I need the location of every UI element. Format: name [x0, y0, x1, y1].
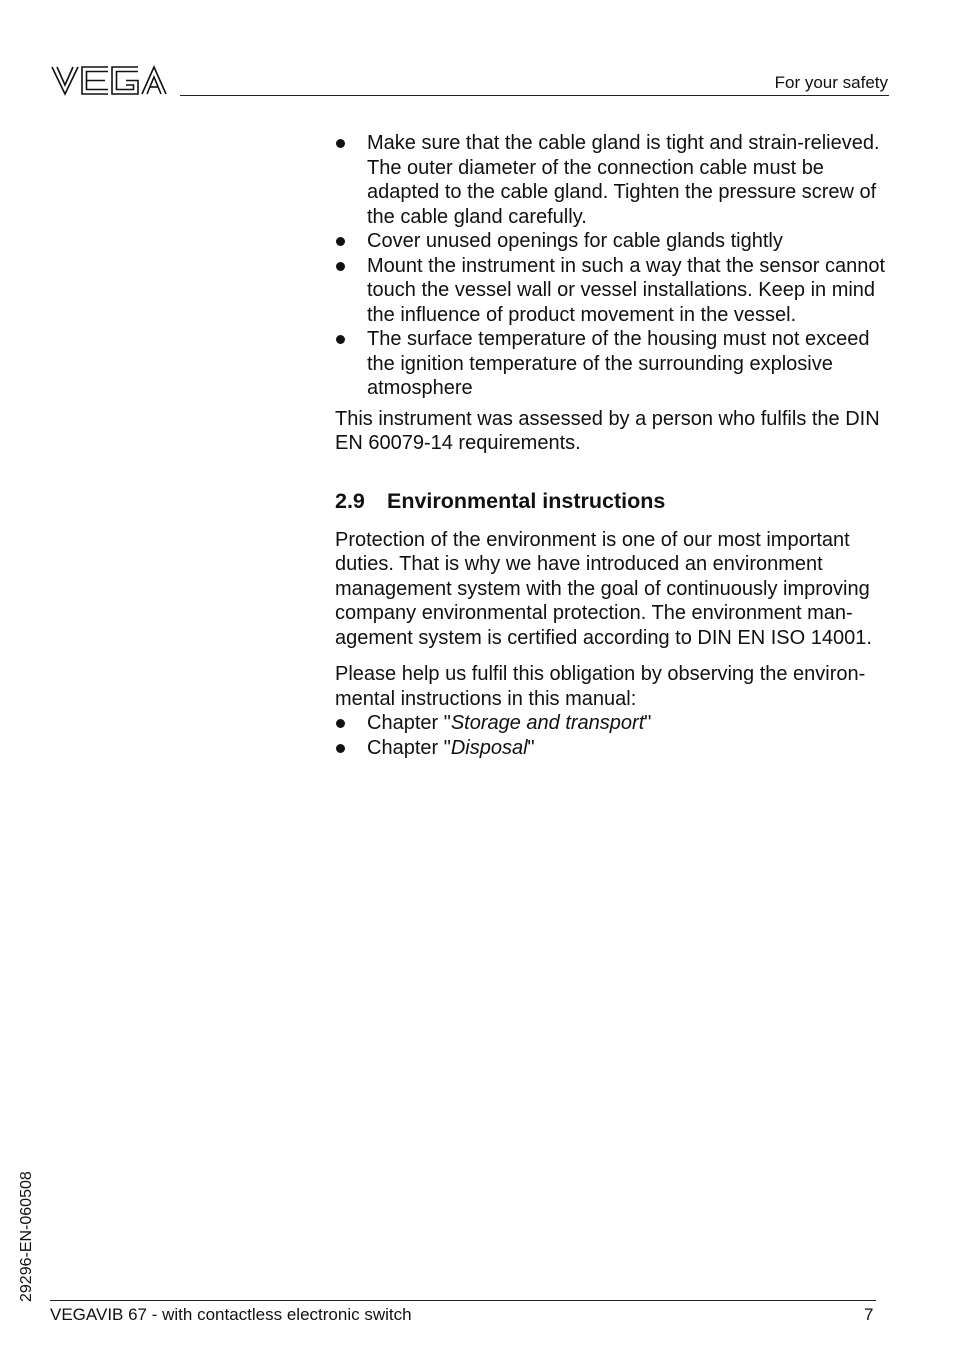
vega-logo — [50, 62, 168, 98]
assessment-paragraph: This instrument was assessed by a person who fulfils the DIN EN 60079-14 requirements. — [335, 407, 880, 454]
footer-rule — [50, 1300, 876, 1301]
document-code: 29296-EN-060508 — [18, 1171, 35, 1302]
environment-paragraph-1: Protection of the environment is one of our most important duties. That is why we have introduced an environment management system with the goal of continuously improving company environmental protection. The environment management system is certified according to DIN EN ISO 14001. — [335, 528, 872, 649]
chapter-reference: Disposal — [450, 736, 528, 759]
header-section-title: For your safety — [774, 73, 888, 92]
section-title: Environmental instructions — [387, 488, 666, 513]
main-content — [335, 131, 891, 760]
section-heading — [335, 488, 891, 514]
bullet-icon — [336, 262, 345, 271]
chapter-reference: Storage and transport — [450, 712, 645, 734]
footer-document-title: VEGAVIB 67 - with contactless electronic switch — [50, 1305, 412, 1324]
chapter-reference-list — [335, 711, 891, 760]
list-item: Chapter "Storage and transport" — [335, 711, 891, 736]
list-item: Make sure that the cable gland is tight and strain-relieved. The outer diameter of the connection cable must be adapted to the cable gland. Tighten the pressure screw of the cable gland carefully. — [335, 131, 891, 229]
bullet-icon — [336, 139, 345, 148]
bullet-icon — [336, 719, 345, 728]
list-item: The surface temperature of the housing must not exceed the ignition temperature of the surrounding explosive atmosphere — [335, 327, 891, 401]
environment-paragraph-2: Please help us fulfil this obligation by observing the environmental instructions in this manual: — [335, 663, 866, 710]
header-rule — [180, 95, 889, 96]
list-item: Cover unused openings for cable glands tightly — [335, 229, 891, 254]
bullet-icon — [336, 335, 345, 344]
page-number: 7 — [864, 1305, 874, 1324]
bullet-icon — [336, 744, 345, 753]
list-item: Mount the instrument in such a way that the sensor cannot touch the vessel wall or vessel installations. Keep in mind the influence of product movement in the vessel. — [335, 254, 891, 328]
bullet-icon — [336, 237, 345, 246]
section-number: 2.9 — [335, 488, 365, 513]
safety-bullet-list — [335, 131, 891, 401]
list-item: Chapter "Disposal" — [335, 736, 891, 761]
